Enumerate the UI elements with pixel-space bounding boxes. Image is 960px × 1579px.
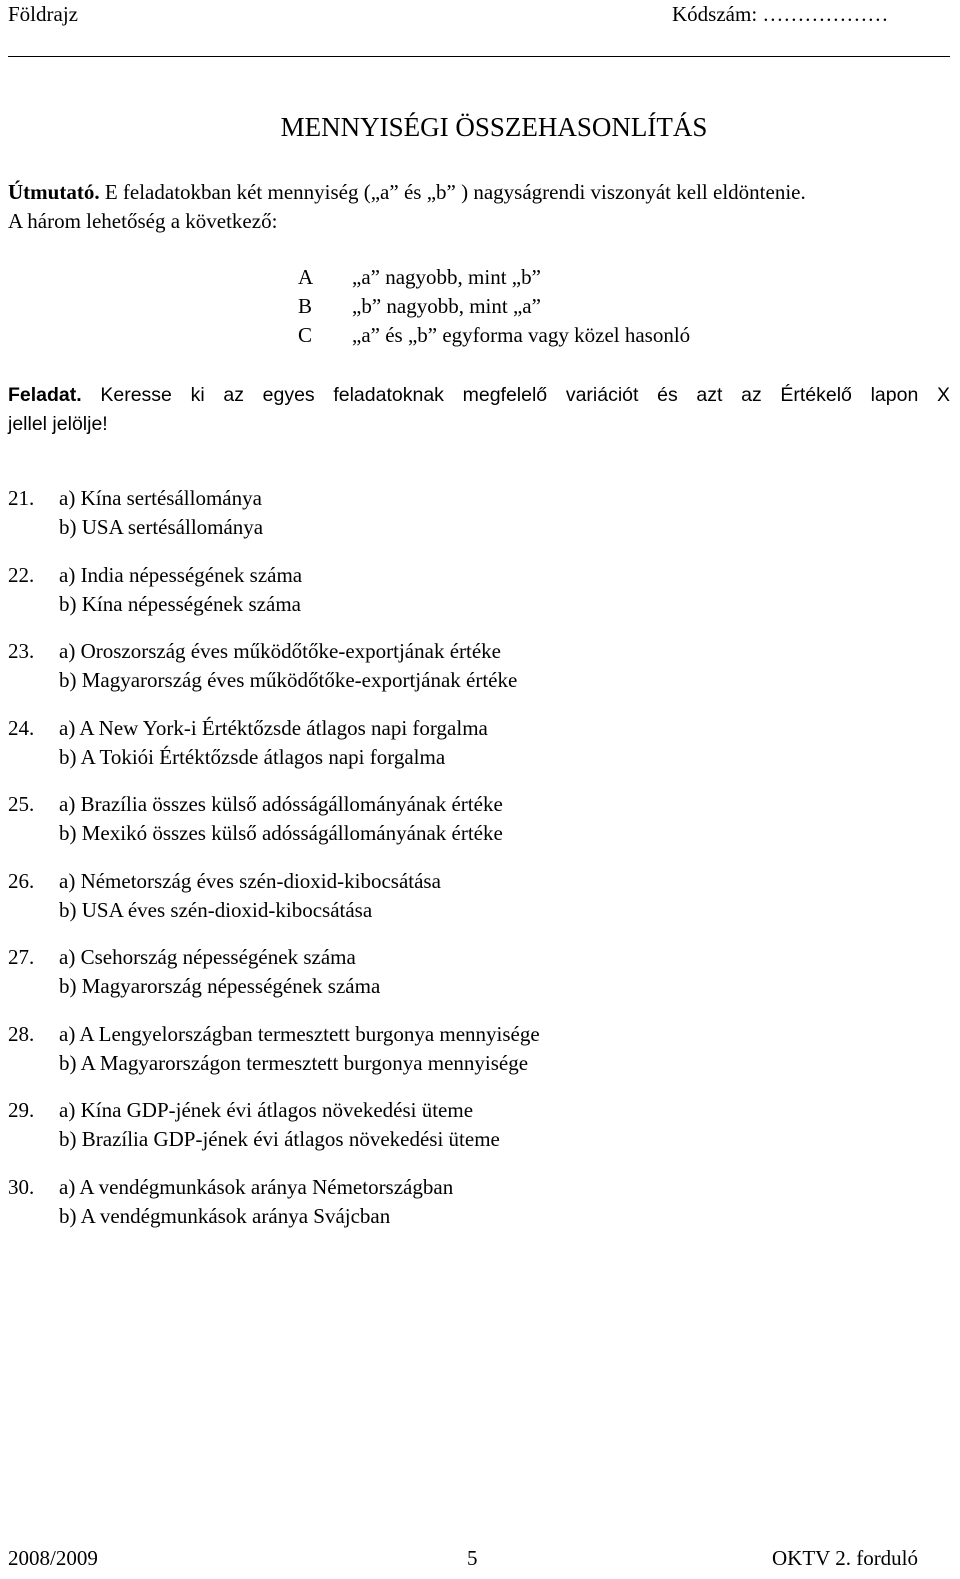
option-letter: B [298, 294, 313, 318]
question-option-b: b) Magyarország éves működőtőke-exportjának értéke [59, 668, 518, 692]
question-option-a: a) Kína sertésállománya [59, 486, 262, 510]
question-option-b: b) Brazília GDP-jének évi átlagos növekedési üteme [59, 1127, 500, 1151]
question-option-b: b) USA éves szén-dioxid-kibocsátása [59, 898, 373, 922]
instructions-line-1 [8, 178, 950, 207]
instructions-paragraph [8, 178, 950, 236]
option-text: „a” nagyobb, mint „b” [352, 265, 541, 289]
question-number: 23. [8, 639, 35, 663]
question-option-b: b) USA sertésállománya [59, 515, 264, 539]
question-number: 21. [8, 486, 35, 510]
option-text: „a” és „b” egyforma vagy közel hasonló [352, 323, 691, 347]
header-code-label: Kódszám: ……………… [672, 2, 889, 26]
page-title: MENNYISÉGI ÖSSZEHASONLÍTÁS [280, 112, 708, 142]
question-number: 26. [8, 869, 35, 893]
option-letter: C [298, 323, 313, 347]
question-option-b: b) Magyarország népességének száma [59, 974, 381, 998]
question-number: 30. [8, 1175, 35, 1199]
question-option-b: b) Kína népességének száma [59, 592, 301, 616]
task-line-1 [8, 380, 950, 410]
question-option-a: a) Németország éves szén-dioxid-kibocsátása [59, 869, 441, 893]
question-number: 29. [8, 1098, 35, 1122]
header-divider [8, 56, 950, 57]
question-option-b: b) Mexikó összes külső adósságállományának értéke [59, 821, 503, 845]
question-option-a: a) Kína GDP-jének évi átlagos növekedési üteme [59, 1098, 474, 1122]
question-number: 22. [8, 563, 35, 587]
task-paragraph [8, 380, 950, 439]
question-number: 28. [8, 1022, 35, 1046]
question-number: 25. [8, 792, 35, 816]
task-line-2: jellel jelölje! [8, 413, 108, 435]
question-number: 24. [8, 716, 35, 740]
question-option-a: a) Oroszország éves működőtőke-exportjának értéke [59, 639, 501, 663]
question-option-a: a) A New York-i Értéktőzsde átlagos napi forgalma [59, 716, 488, 740]
question-number: 27. [8, 945, 35, 969]
instructions-line-2: A három lehetőség a következő: [8, 209, 278, 233]
question-option-b: b) A vendégmunkások aránya Svájcban [59, 1204, 391, 1228]
instructions-lead: Útmutató. [8, 180, 100, 204]
task-text: Keresse ki az egyes feladatoknak megfelelő variációt és azt az Értékelő lapon X [81, 384, 950, 406]
question-option-b: b) A Tokiói Értéktőzsde átlagos napi forgalma [59, 745, 446, 769]
header-subject: Földrajz [8, 2, 78, 26]
question-option-a: a) India népességének száma [59, 563, 303, 587]
instructions-text: E feladatokban két mennyiség („a” és „b” ) nagyságrendi viszonyát kell eldöntenie. [99, 180, 806, 204]
option-letter: A [298, 265, 314, 289]
question-option-a: a) A Lengyelországban termesztett burgonya mennyisége [59, 1022, 540, 1046]
question-option-a: a) A vendégmunkások aránya Németországban [59, 1175, 454, 1199]
footer-year: 2008/2009 [8, 1546, 98, 1570]
question-option-a: a) Brazília összes külső adósságállományának értéke [59, 792, 503, 816]
task-lead: Feladat. [8, 384, 82, 406]
question-option-b: b) A Magyarországon termesztett burgonya mennyisége [59, 1051, 529, 1075]
footer-page-number: 5 [467, 1546, 478, 1570]
footer-round: OKTV 2. forduló [772, 1546, 919, 1570]
question-option-a: a) Csehország népességének száma [59, 945, 356, 969]
option-text: „b” nagyobb, mint „a” [352, 294, 541, 318]
